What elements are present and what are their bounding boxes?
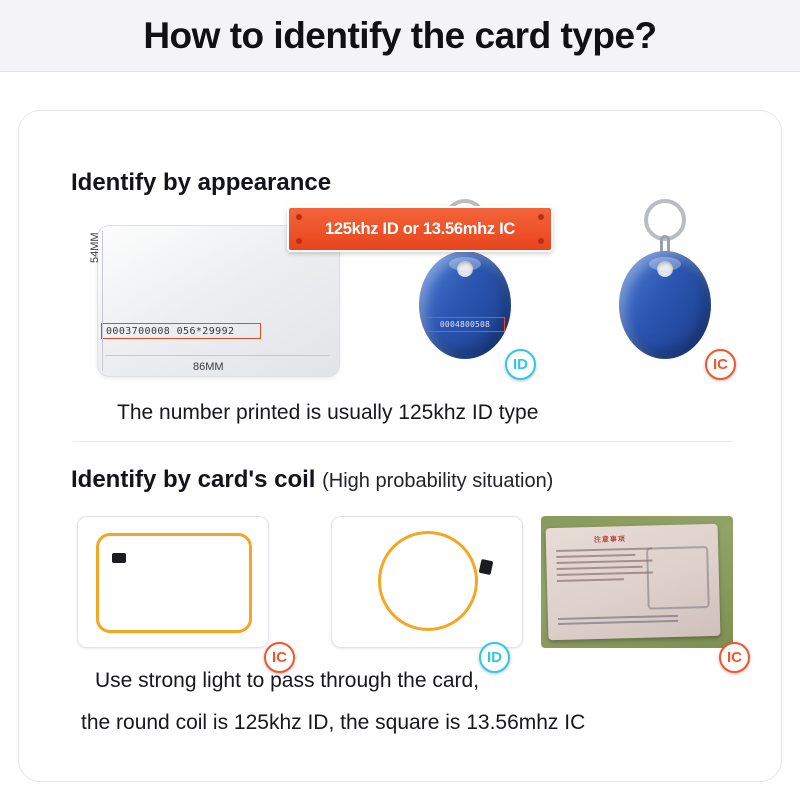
coil-caption-line2: the round coil is 125khz ID, the square is 13.56mhz IC — [81, 711, 586, 734]
section-appearance-title-text: Identify by appearance — [71, 169, 332, 196]
badge-id-round-coil: ID — [479, 642, 510, 673]
chip-icon — [112, 553, 126, 563]
badge-id-fob: ID — [505, 349, 536, 380]
screw-icon — [296, 238, 302, 244]
screw-icon — [296, 214, 302, 220]
keyfob-serial-highlight: 0004800508 — [425, 317, 505, 332]
round-coil-shape — [378, 531, 478, 631]
printed-number-highlight: 0003700008 056*29992 — [101, 323, 261, 339]
photo-footer-lines — [558, 615, 678, 628]
square-coil-card — [77, 516, 269, 648]
type-banner-label: 125khz ID or 13.56mhz IC — [325, 219, 515, 238]
photo-sample-card — [546, 524, 721, 640]
appearance-caption: The number printed is usually 125khz ID type — [117, 401, 539, 424]
type-banner — [287, 206, 553, 252]
page-header — [0, 0, 800, 72]
chip-icon — [479, 559, 494, 575]
section-divider — [73, 441, 733, 442]
square-coil-shape — [96, 533, 252, 633]
badge-ic-photo: IC — [719, 642, 750, 673]
photo-sample — [541, 516, 733, 648]
keyfob-body — [419, 251, 511, 359]
height-dimension-line — [102, 231, 103, 371]
section-coil-title — [71, 466, 553, 494]
keyfob-hole — [657, 261, 673, 277]
screw-icon — [538, 214, 544, 220]
round-coil-card — [331, 516, 523, 648]
width-dimension-line — [105, 355, 329, 356]
content-card — [18, 110, 782, 782]
section-appearance-title — [71, 169, 331, 197]
photo-text-lines — [556, 547, 653, 586]
photo-square-coil — [646, 546, 710, 610]
screw-icon — [538, 238, 544, 244]
width-dimension-label: 86MM — [193, 361, 224, 373]
height-dimension-label: 54MM — [89, 232, 101, 263]
section-coil-title-text: Identify by card's coil — [71, 466, 316, 493]
badge-ic-square-coil: IC — [264, 642, 295, 673]
page-title: How to identify the card type? — [143, 14, 657, 56]
coil-caption-line1: Use strong light to pass through the card, — [95, 669, 480, 692]
section-coil-subtitle: (High probability situation) — [322, 470, 554, 492]
keyfob-hole — [457, 261, 473, 277]
badge-ic-fob: IC — [705, 349, 736, 380]
photo-heading: 注意事项 — [593, 536, 626, 545]
keyfob-body — [619, 251, 711, 359]
keyfob-ic-illustration — [619, 199, 711, 364]
